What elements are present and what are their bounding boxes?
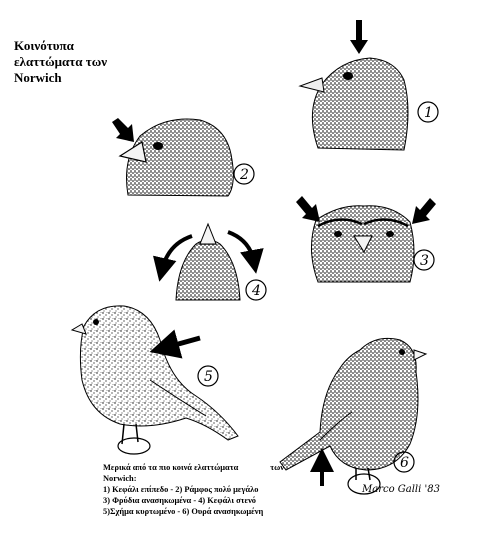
caption-line-1a: Μερικά από τα πιο κοινά ελαττώματα [103,463,239,472]
arrow-icon [112,118,134,142]
caption [103,462,343,517]
arrow-icon [228,232,254,262]
caption-line-4: 3) Φρύδια ανασηκωμένα - 4) Κεφάλι στενό [103,496,256,505]
caption-line-2: Norwich: [103,474,137,483]
figure-2-big-beak [112,118,233,196]
arrow-icon [350,20,368,54]
arrow-icon [412,198,436,224]
title-line-2: ελαττώματα των [14,54,108,69]
caption-line-1 [103,462,343,473]
figure-1-flat-head [300,20,408,150]
caption-line-3: 1) Κεφάλι επίπεδο - 2) Ράμφος πολύ μεγάλο [103,485,259,494]
figure-3-number [414,250,434,270]
caption-line-1b: των [270,463,284,472]
figure-5-hunched-bird [72,306,238,454]
figure-4-number [246,280,266,300]
figure-4-narrow-head [162,224,254,300]
figure-1-number [418,102,438,122]
figure-6-number [394,452,414,472]
figure-6-number-text: 6 [400,455,409,471]
title-line-3: Norwich [14,70,62,85]
arrow-icon [296,196,320,222]
arrow-icon [164,338,200,348]
title-line-1: Κοινότυπα [14,38,74,53]
figure-2-number [234,164,254,184]
figure-1-number-text: 1 [424,105,433,121]
figure-3-raised-brows [296,196,436,282]
artist-signature: Marco Galli '83 [362,484,440,495]
figure-3-number-text: 3 [420,253,429,269]
figure-5-number [198,366,218,386]
figure-2-number-text: 2 [240,167,249,183]
figure-5-number-text: 5 [204,369,213,385]
caption-line-5: 5)Σχήμα κυρτωμένο - 6) Ουρά ανασηκωμένη [103,507,264,516]
figure-4-number-text: 4 [252,283,261,299]
